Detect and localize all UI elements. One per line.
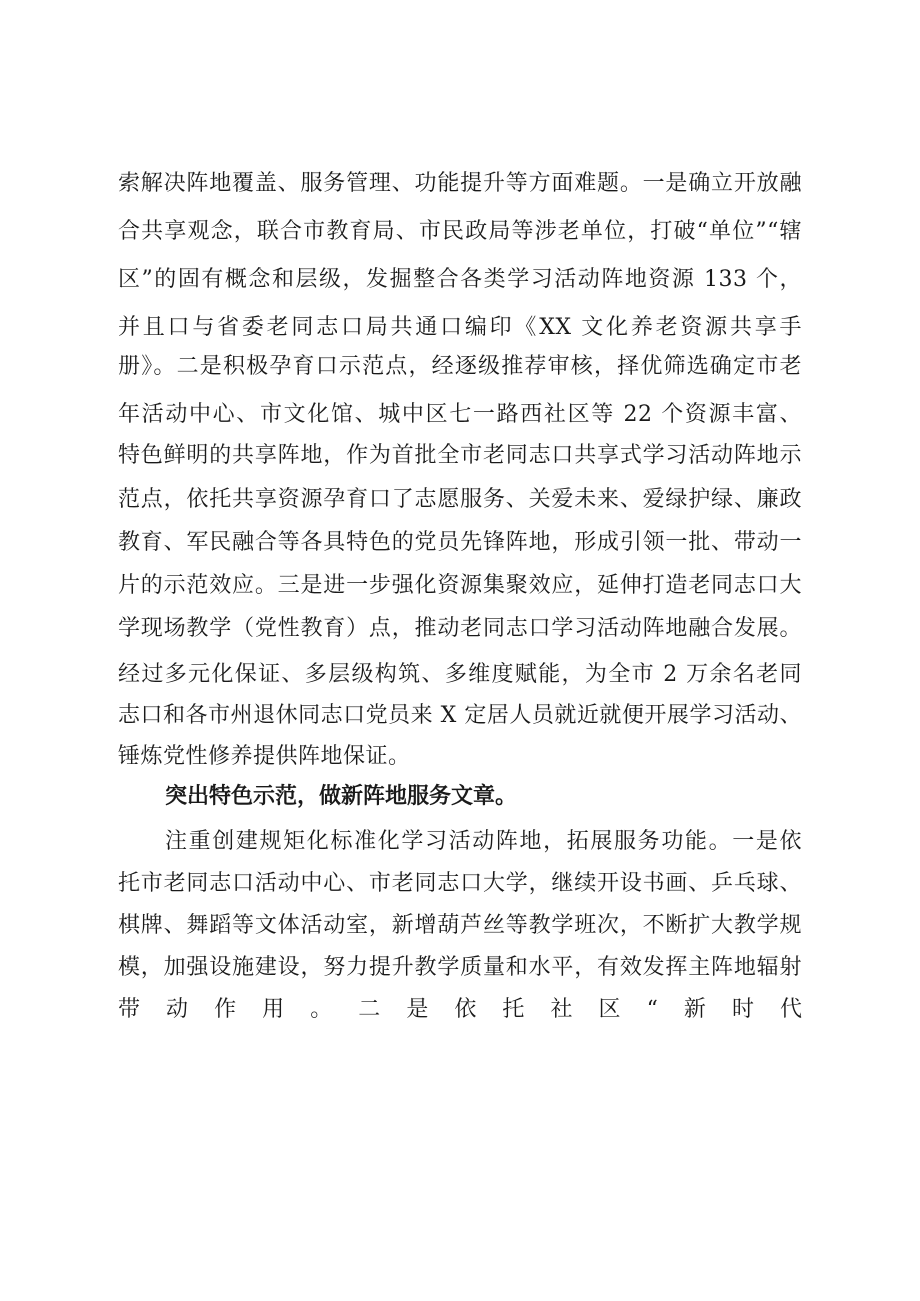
paragraph-line: 年活动中心、市文化馆、城中区七一路西社区等 22 个资源丰富、 bbox=[118, 402, 802, 427]
paragraph-line: 特色鲜明的共享阵地，作为首批全市老同志口共享式学习活动阵地示 bbox=[118, 443, 802, 468]
paragraph-line: 教育、军民融合等各具特色的党员先锋阵地，形成引领一批、带动一 bbox=[118, 530, 802, 555]
paragraph-line: 册》。二是积极孕育口示范点，经逐级推荐审核，择优筛选确定市老 bbox=[118, 354, 802, 379]
paragraph-line: 棋牌、舞蹈等文体活动室，新增葫芦丝等教学班次，不断扩大教学规 bbox=[118, 913, 802, 938]
paragraph-line: 带动作用。二是依托社区“新时代 bbox=[118, 997, 802, 1022]
paragraph-line: 锤炼党性修养提供阵地保证。 bbox=[118, 744, 411, 769]
paragraph-line: 区”的固有概念和层级，发掘整合各类学习活动阵地资源 133 个， bbox=[118, 267, 802, 292]
section-heading: 突出特色示范，做新阵地服务文章。 bbox=[165, 784, 518, 809]
paragraph-line: 并且口与省委老同志口局共通口编印《XX 文化养老资源共享手 bbox=[118, 315, 802, 340]
paragraph-line: 注重创建规矩化标准化学习活动阵地，拓展服务功能。一是依 bbox=[165, 829, 802, 854]
paragraph-line: 志口和各市州退休同志口党员来 X 定居人员就近就便开展学习活动、 bbox=[118, 703, 802, 728]
paragraph-line: 索解决阵地覆盖、服务管理、功能提升等方面难题。一是确立开放融 bbox=[118, 171, 802, 196]
paragraph-line: 模，加强设施建设，努力提升教学质量和水平，有效发挥主阵地辐射 bbox=[118, 955, 802, 980]
paragraph-line: 片的示范效应。三是进一步强化资源集聚效应，延伸打造老同志口大 bbox=[118, 573, 802, 598]
paragraph-line: 经过多元化保证、多层级构筑、多维度赋能，为全市 2 万余名老同 bbox=[118, 662, 802, 687]
paragraph-line: 学现场教学（党性教育）点，推动老同志口学习活动阵地融合发展。 bbox=[118, 616, 802, 641]
paragraph-line: 范点，依托共享资源孕育口了志愿服务、关爱未来、爱绿护绿、廉政 bbox=[118, 487, 802, 512]
paragraph-line: 托市老同志口活动中心、市老同志口大学，继续开设书画、乒乓球、 bbox=[118, 871, 802, 896]
paragraph-line: 合共享观念，联合市教育局、市民政局等涉老单位，打破“单位”“辖 bbox=[118, 219, 802, 244]
